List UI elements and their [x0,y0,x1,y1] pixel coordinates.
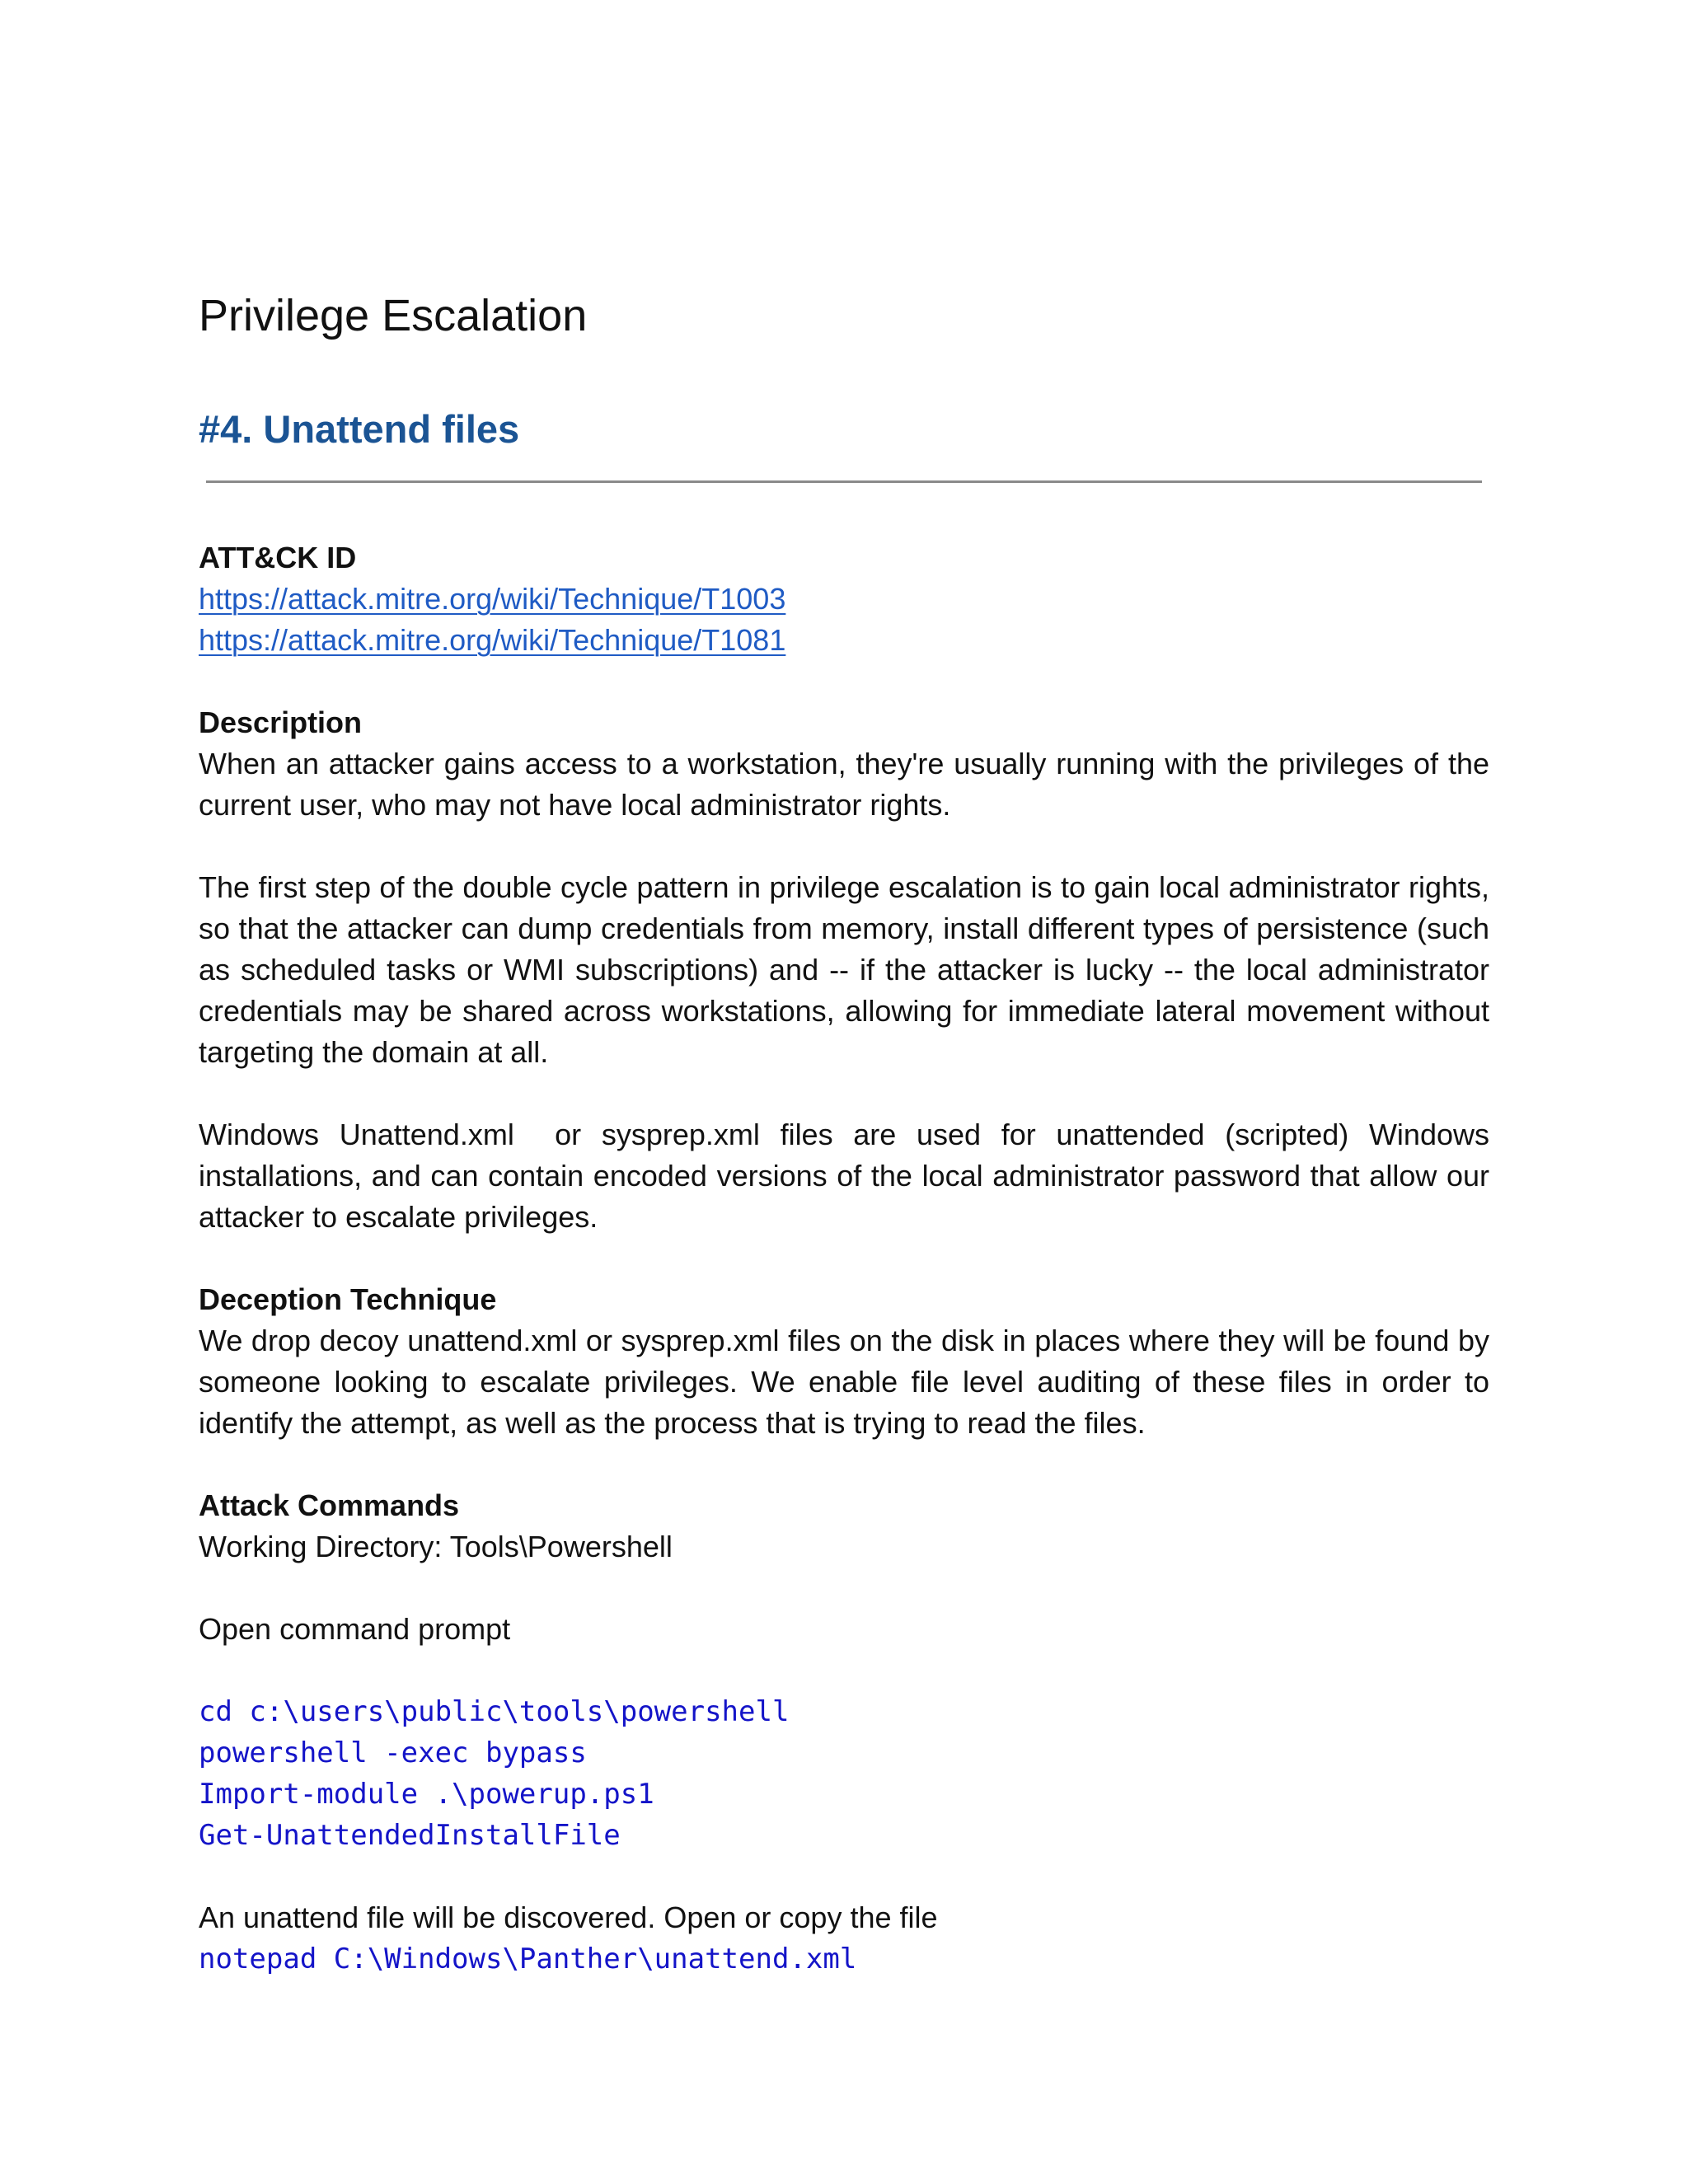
open-prompt-text: Open command prompt [199,1612,511,1646]
command-line: cd c:\users\public\tools\powershell [199,1695,790,1728]
description-paragraph-1: When an attacker gains access to a workstation, they're usually running with the privileges of the current user, who may not have local administrator rights. [199,747,1489,822]
description-block [199,702,1498,1238]
horizontal-divider [206,480,1482,483]
attck-id-block [199,537,1489,661]
attck-link-t1081[interactable]: https://attack.mitre.org/wiki/Technique/T1081 [199,623,786,657]
page-title: Privilege Escalation [199,291,588,340]
deception-block [199,1279,1489,1444]
description-paragraph-2: The first step of the double cycle pattern in privilege escalation is to gain local administrator rights, so that the attacker can dump credentials from memory, install different types of persistence (such as scheduled tasks or WMI subscriptions) and -- if the attacker is lucky -- the local administrator credentials may be shared across workstations, allowing for immediate lateral movement without targeting the domain at all. [199,870,1489,1069]
final-command-line: notepad C:\Windows\Panther\unattend.xml [199,1943,857,1975]
document-content [199,284,1498,1980]
discovered-note-text: An unattend file will be discovered. Open or copy the file [199,1900,938,1934]
deception-paragraph: We drop decoy unattend.xml or sysprep.xml files on the disk in places where they will be found by someone looking to escalate privileges. We enable file level auditing of these files in order to identify the attempt, as well as the process that is trying to read the files. [199,1324,1489,1440]
description-label: Description [199,705,363,739]
deception-label: Deception Technique [199,1282,497,1316]
command-line: Get-UnattendedInstallFile [199,1819,621,1852]
command-line: powershell -exec bypass [199,1736,587,1769]
description-paragraph-3: Windows Unattend.xml or sysprep.xml files are used for unattended (scripted) Windows installations, and can contain encoded versions of the local administrator password that allow our attacker to escalate privileges. [199,1118,1498,1234]
section-title: #4. Unattend files [199,407,520,451]
attck-id-label: ATT&CK ID [199,541,357,574]
attck-link-t1003[interactable]: https://attack.mitre.org/wiki/Technique/T1003 [199,582,786,616]
command-line: Import-module .\powerup.ps1 [199,1778,654,1811]
attack-commands-block [199,1485,1489,1980]
command-list [199,1691,1489,1856]
attack-commands-label: Attack Commands [199,1488,460,1522]
working-directory-text: Working Directory: Tools\Powershell [199,1530,673,1563]
